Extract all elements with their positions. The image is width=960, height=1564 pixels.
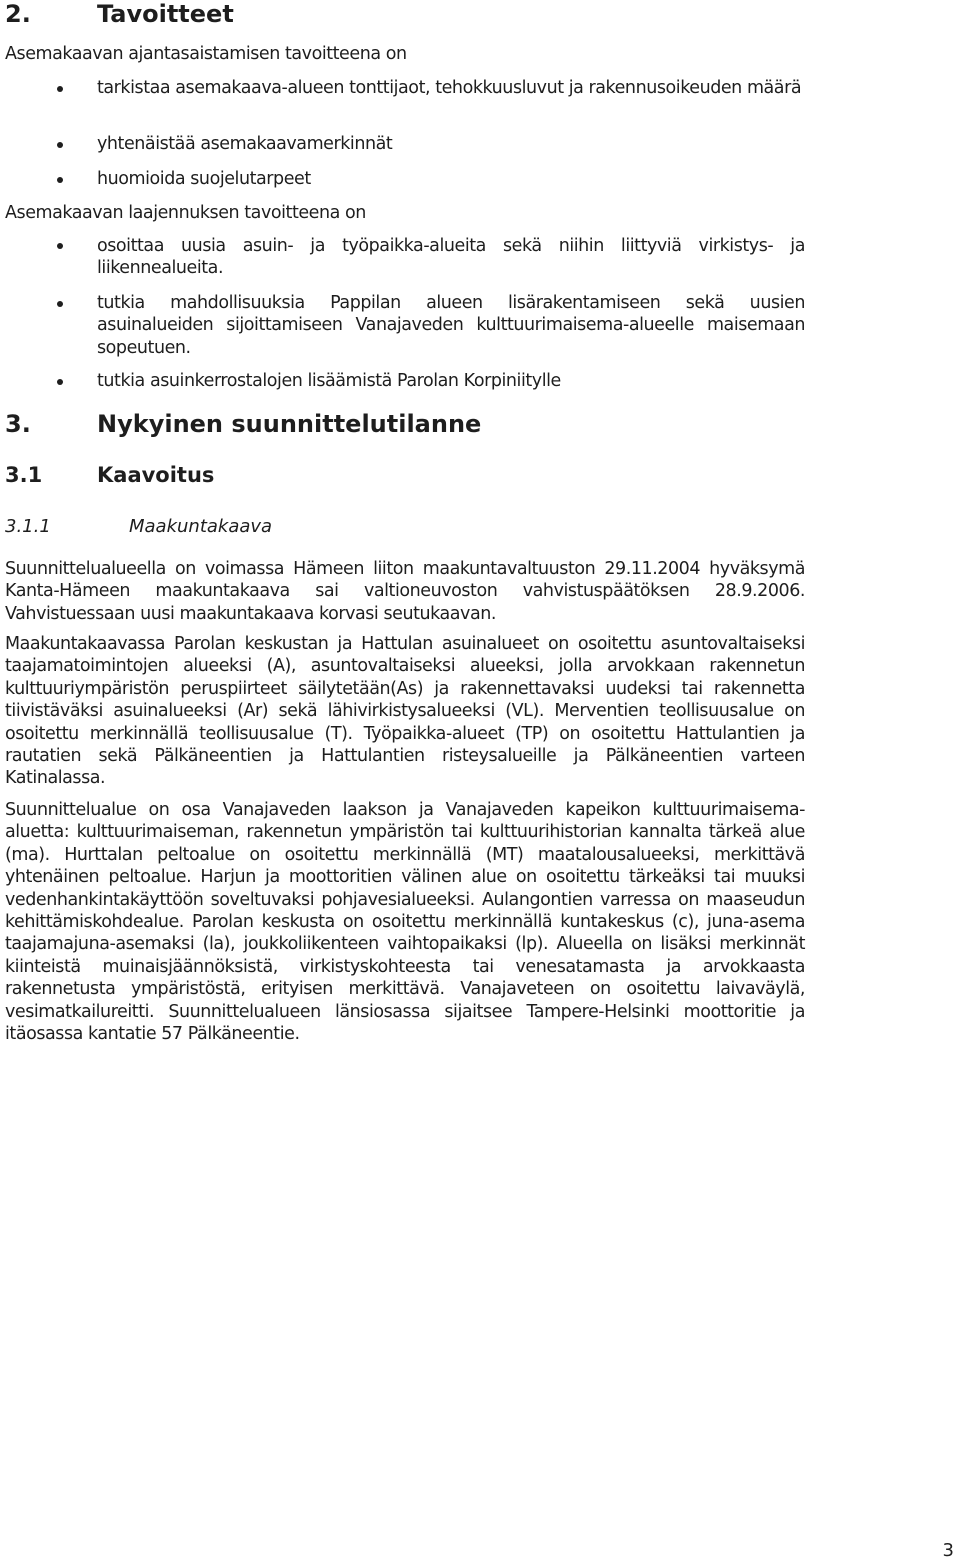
list-item-extension-1: osoittaa uusia asuin- ja työpaikka-alueita sekä niihin liittyviä virkistys- ja liikennealueita.: [97, 236, 805, 279]
intro-update: Asemakaavan ajantasaistamisen tavoitteena on: [5, 44, 407, 64]
bullet-marker: [57, 142, 63, 148]
bullet-marker: [57, 86, 63, 92]
bullet-marker: [57, 243, 63, 249]
section-2-title: Tavoitteet: [97, 0, 234, 28]
section-3-1-1-heading: [5, 516, 272, 538]
paragraph-3: Suunnittelualue on osa Vanajaveden laakson ja Vanajaveden kapeikon kulttuurimaisema-aluetta: kulttuurimaiseman, rakennetun ympäristön tai kulttuurihistorian kannalta tärkeä alue (ma). Hurttalan peltoalue on osoitettu merkinnällä (MT) maatalousalueeksi, merkittävä yhtenäinen peltoalue. Harjun ja moottoritien välinen alue on osoitettu tärkeäksi tai muuksi vedenhankintakäyttöön soveltuvaksi pohjavesialueeksi. Aulangontien varressa on maaseudun kehittämiskohdealue. Parolan keskusta on osoitettu merkinnällä kuntakeskus (c), juna-asema taajamajuna-asemaksi (la), joukkoliikenteen vaihtopaikaksi (lp). Alueella on lisäksi merkinnät kiinteistä muinaisjäännöksistä, virkistyskohteesta tai venesatamasta ja arvokkaasta rakennetusta ympäristöstä, erityisen merkittävä. Vanajaveteen on osoitettu laivaväylä, vesimatkailureitti. Suunnittelualueen länsiosassa sijaitsee Tampere-Helsinki moottoritie ja itäosassa kantatie 57 Pälkäneentie.: [5, 800, 805, 1045]
bullet-marker: [57, 379, 63, 385]
section-3-heading: [5, 410, 481, 438]
list-item-extension-3: tutkia asuinkerrostalojen lisäämistä Parolan Korpiniitylle: [97, 371, 561, 391]
intro-extension: Asemakaavan laajennuksen tavoitteena on: [5, 203, 366, 223]
section-3-number: 3.: [5, 410, 31, 438]
section-3-1-heading: [5, 462, 214, 488]
section-2-number: 2.: [5, 0, 31, 28]
section-3-1-1-number: 3.1.1: [5, 516, 51, 537]
list-item-update-1: tarkistaa asemakaava-alueen tonttijaot, tehokkuusluvut ja rakennusoikeuden määrä: [97, 78, 802, 98]
list-item-extension-2: tutkia mahdollisuuksia Pappilan alueen lisärakentamiseen sekä uusien asuinalueiden sijoittamiseen Vanajaveden kulttuurimaisema-alueelle maisemaan sopeutuen.: [97, 293, 805, 358]
section-2-heading: [5, 0, 234, 28]
section-3-1-number: 3.1: [5, 463, 43, 487]
paragraph-1: Suunnittelualueella on voimassa Hämeen liiton maakuntavaltuuston 29.11.2004 hyväksymä Kanta-Hämeen maakuntakaava sai valtioneuvoston vahvistuspäätöksen 28.9.2006. Vahvistuessaan uusi maakuntakaava korvasi seutukaavan.: [5, 559, 805, 624]
list-item-update-2: yhtenäistää asemakaavamerkinnät: [97, 134, 393, 154]
list-item-update-3: huomioida suojelutarpeet: [97, 169, 311, 189]
paragraph-2: Maakuntakaavassa Parolan keskustan ja Hattulan asuinalueet on osoitettu asuntovaltaiseksi taajamatoimintojen alueeksi (A), asuntovaltaiseksi alueeksi, jolla arvokkaan rakennetun kulttuuriympäristön peruspiirteet säilytetään(As) ja rakennettavaksi uudeksi tai rakennetta tiivistäväksi asuinalueeksi (Ar) sekä lähivirkistysalueeksi (VL). Merventien teollisuusalue on osoitettu merkinnällä teollisuusalue (T). Työpaikka-alueet (TP) on osoitettu Hattulantien ja rautatien sekä Pälkäneentien ja Hattulantien risteysalueille ja Pälkäneentien varteen Katinalassa.: [5, 634, 805, 789]
bullet-marker: [57, 177, 63, 183]
section-3-title: Nykyinen suunnittelutilanne: [97, 410, 482, 438]
section-3-1-title: Kaavoitus: [97, 463, 215, 487]
section-3-1-1-title: Maakuntakaava: [129, 516, 273, 537]
bullet-marker: [57, 301, 63, 307]
page-number: 3: [942, 1540, 954, 1561]
